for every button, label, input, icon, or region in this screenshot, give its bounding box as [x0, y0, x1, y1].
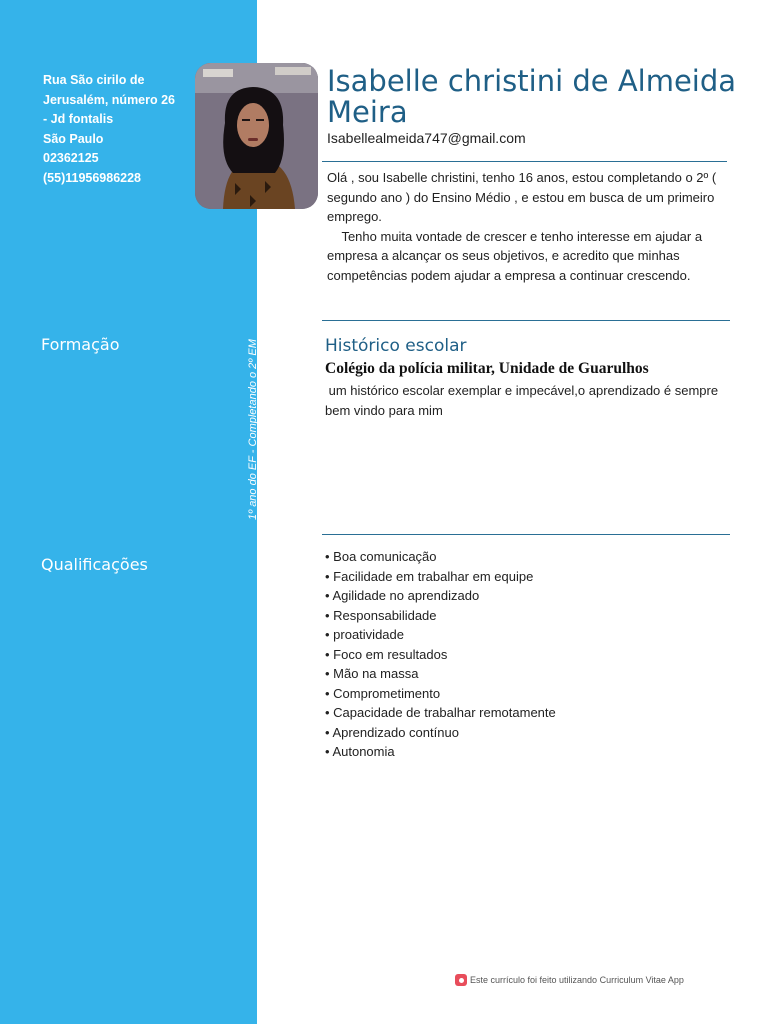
address-line: Jerusalém, número 26	[43, 92, 176, 107]
qualification-item: • Foco em resultados	[325, 646, 448, 662]
contact-address	[43, 71, 193, 188]
qualifications-list	[325, 547, 556, 762]
address-line: - Jd fontalis	[43, 112, 114, 126]
profile-photo-image	[195, 63, 318, 209]
formacao-heading: Formação	[41, 335, 120, 354]
divider-bottom	[322, 534, 730, 535]
qualification-item: • Responsabilidade	[325, 607, 437, 623]
app-logo-icon	[455, 974, 467, 986]
qualification-item: • Facilidade em trabalhar em equipe	[325, 568, 534, 584]
school-description: um histórico escolar exemplar e impecável,o aprendizado é sempre bem vindo para mim	[325, 383, 722, 418]
address-zip: 02362125	[43, 151, 99, 165]
about-paragraph: Olá , sou Isabelle christini, tenho 16 anos, estou completando o 2º ( segundo ano ) do Ensino Médio , e estou em busca de um primeiro emprego.	[327, 170, 717, 224]
qualification-item: • Capacidade de trabalhar remotamente	[325, 705, 556, 720]
email-address: Isabellealmeida747@gmail.com	[327, 130, 526, 146]
qualification-item: • Comprometimento	[325, 685, 441, 701]
divider-top	[322, 161, 727, 162]
school-name: Colégio da polícia militar, Unidade de Guarulhos	[325, 360, 649, 377]
phone-number: (55)11956986228	[43, 170, 142, 185]
footer-credit	[455, 974, 684, 986]
about-section	[327, 168, 727, 285]
footer-text: Este currículo foi feito utilizando Curriculum Vitae App	[470, 975, 684, 985]
qualification-item: • Autonomia	[325, 744, 395, 759]
address-line: Rua São cirilo de	[43, 73, 145, 87]
address-city: São Paulo	[43, 131, 104, 146]
profile-photo	[195, 63, 318, 209]
education-title: Histórico escolar	[325, 336, 467, 356]
qualification-item: • Agilidade no aprendizado	[325, 588, 480, 603]
full-name: Isabelle christini de Almeida Meira	[327, 64, 737, 129]
about-paragraph: Tenho muita vontade de crescer e tenho interesse em ajudar a empresa a alcançar os seus objetivos, e acredito que minhas competências podem ajudar a empresa a continuar crescendo.	[327, 228, 706, 283]
formacao-vertical-label: 1º ano do EF - Completando o 2º EM	[247, 339, 259, 520]
divider-middle	[322, 320, 730, 321]
qualification-item: • Mão na massa	[325, 666, 419, 681]
qualification-item: • proatividade	[325, 627, 404, 642]
qualificacoes-heading: Qualificações	[41, 555, 148, 574]
qualification-item: • Boa comunicação	[325, 549, 437, 564]
qualification-item: • Aprendizado contínuo	[325, 724, 459, 740]
